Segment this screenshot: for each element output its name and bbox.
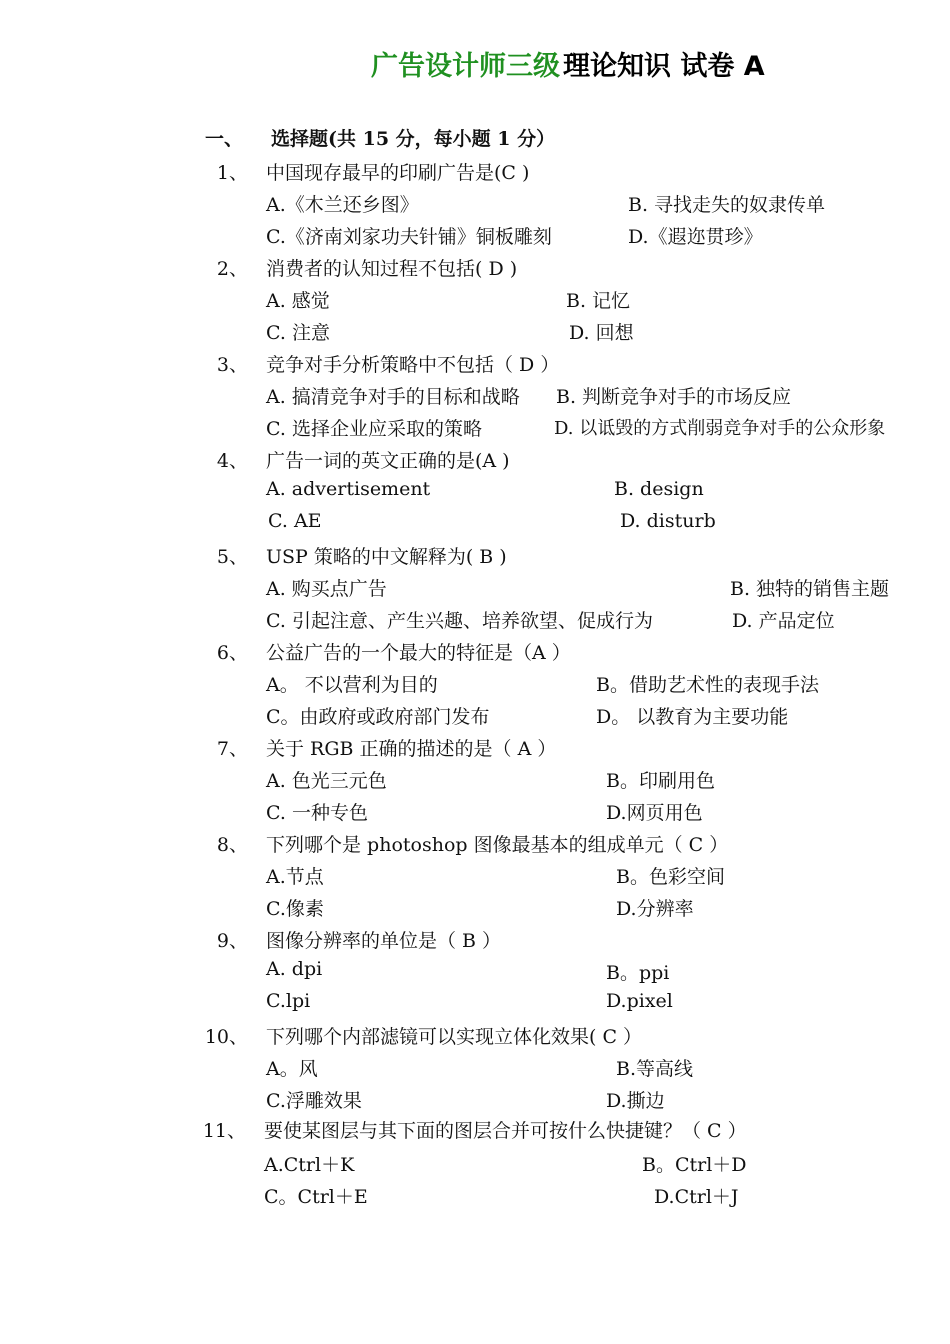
question-number: 6、 <box>216 642 248 664</box>
question-text: 图像分辨率的单位是（ B ） <box>266 930 502 952</box>
question-text: 竞争对手分析策略中不包括（ D ） <box>266 354 560 376</box>
exam-title-green: 广告设计师三级 <box>371 51 560 82</box>
option-b: B. 判断竞争对手的市场反应 <box>556 386 792 408</box>
option-b: B.等高线 <box>616 1058 694 1080</box>
option-b: B. 独特的销售主题 <box>730 578 890 600</box>
question-text: 要使某图层与其下面的图层合并可按什么快捷键？（ C ） <box>264 1120 747 1142</box>
exam-title <box>0 44 950 84</box>
option-d: D。 以教育为主要功能 <box>596 706 789 728</box>
option-a: A. dpi <box>266 958 323 980</box>
question-number: 10、 <box>204 1026 248 1048</box>
question-text: USP 策略的中文解释为( B ) <box>266 546 507 568</box>
option-a: A.节点 <box>266 866 324 888</box>
option-a: A. 购买点广告 <box>266 578 387 600</box>
question-4 <box>0 446 950 476</box>
option-c: C. 引起注意、产生兴趣、培养欲望、促成行为 <box>266 610 653 632</box>
question-number: 1、 <box>216 162 248 184</box>
question-number: 3、 <box>216 354 248 376</box>
question-5 <box>0 542 950 572</box>
question-number: 9、 <box>216 930 248 952</box>
option-d: D.分辨率 <box>616 898 694 920</box>
question-6 <box>0 638 950 668</box>
section-number: 一、 <box>205 128 244 150</box>
option-b: B. 寻找走失的奴隶传单 <box>628 194 826 216</box>
exam-title-black: 理论知识 试卷 A <box>563 51 765 82</box>
question-text: 公益广告的一个最大的特征是（A ） <box>266 642 571 664</box>
option-a: A. 感觉 <box>266 290 330 312</box>
option-d: D. 回想 <box>569 322 634 344</box>
question-7 <box>0 734 950 764</box>
option-d: D.撕边 <box>606 1090 665 1112</box>
option-a: A.Ctrl＋K <box>264 1154 355 1176</box>
section-title: 选择题(共 15 分，每小题 1 分） <box>271 128 556 150</box>
option-b: B。Ctrl＋D <box>642 1154 747 1176</box>
option-a: A。风 <box>266 1058 318 1080</box>
option-a: A. 色光三元色 <box>266 770 387 792</box>
question-number: 8、 <box>216 834 248 856</box>
question-8 <box>0 830 950 860</box>
question-11 <box>0 1116 950 1146</box>
question-text: 中国现存最早的印刷广告是(C ) <box>266 162 530 184</box>
question-number: 2、 <box>216 258 248 280</box>
option-b: B。ppi <box>606 962 670 984</box>
question-text: 消费者的认知过程不包括( D ) <box>266 258 518 280</box>
option-b: B. 记忆 <box>566 290 631 312</box>
option-b: B。色彩空间 <box>616 866 725 888</box>
option-c: C.浮雕效果 <box>266 1090 362 1112</box>
question-1 <box>0 158 950 188</box>
option-c: C。Ctrl＋E <box>264 1186 368 1208</box>
option-d: D.《遐迩贯珍》 <box>628 226 763 248</box>
option-a: A。 不以营利为目的 <box>266 674 438 696</box>
question-number: 11、 <box>202 1120 246 1142</box>
option-d: D.网页用色 <box>606 802 703 824</box>
option-c: C.《济南刘家功夫针铺》铜板雕刻 <box>266 226 552 248</box>
question-number: 4、 <box>216 450 248 472</box>
option-d: D.Ctrl＋J <box>654 1186 739 1208</box>
option-b: B. design <box>614 478 704 500</box>
question-text: 下列哪个内部滤镜可以实现立体化效果( C ） <box>266 1026 643 1048</box>
option-c: C. AE <box>268 510 322 532</box>
question-2 <box>0 254 950 284</box>
question-text: 下列哪个是 photoshop 图像最基本的组成单元（ C ） <box>266 834 729 856</box>
option-c: C. 注意 <box>266 322 330 344</box>
option-c: C.像素 <box>266 898 324 920</box>
option-d: D. 以诋毁的方式削弱竞争对手的公众形象 <box>554 418 886 439</box>
question-text: 广告一词的英文正确的是(A ) <box>266 450 510 472</box>
option-a: A. advertisement <box>266 478 431 500</box>
question-text: 关于 RGB 正确的描述的是（ A ） <box>266 738 557 760</box>
option-a: A. 搞清竞争对手的目标和战略 <box>266 386 520 408</box>
option-b: B。印刷用色 <box>606 770 715 792</box>
question-number: 5、 <box>216 546 248 568</box>
question-number: 7、 <box>216 738 248 760</box>
option-c: C. 选择企业应采取的策略 <box>266 418 482 440</box>
option-a: A.《木兰还乡图》 <box>266 194 419 216</box>
option-d: D.pixel <box>606 990 673 1012</box>
option-b: B。借助艺术性的表现手法 <box>596 674 819 696</box>
question-9 <box>0 926 950 956</box>
option-c: C.lpi <box>266 990 311 1012</box>
option-d: D. disturb <box>620 510 716 532</box>
question-10 <box>0 1022 950 1052</box>
option-c: C。由政府或政府部门发布 <box>266 706 490 728</box>
option-c: C. 一种专色 <box>266 802 368 824</box>
question-3 <box>0 350 950 380</box>
option-d: D. 产品定位 <box>732 610 835 632</box>
